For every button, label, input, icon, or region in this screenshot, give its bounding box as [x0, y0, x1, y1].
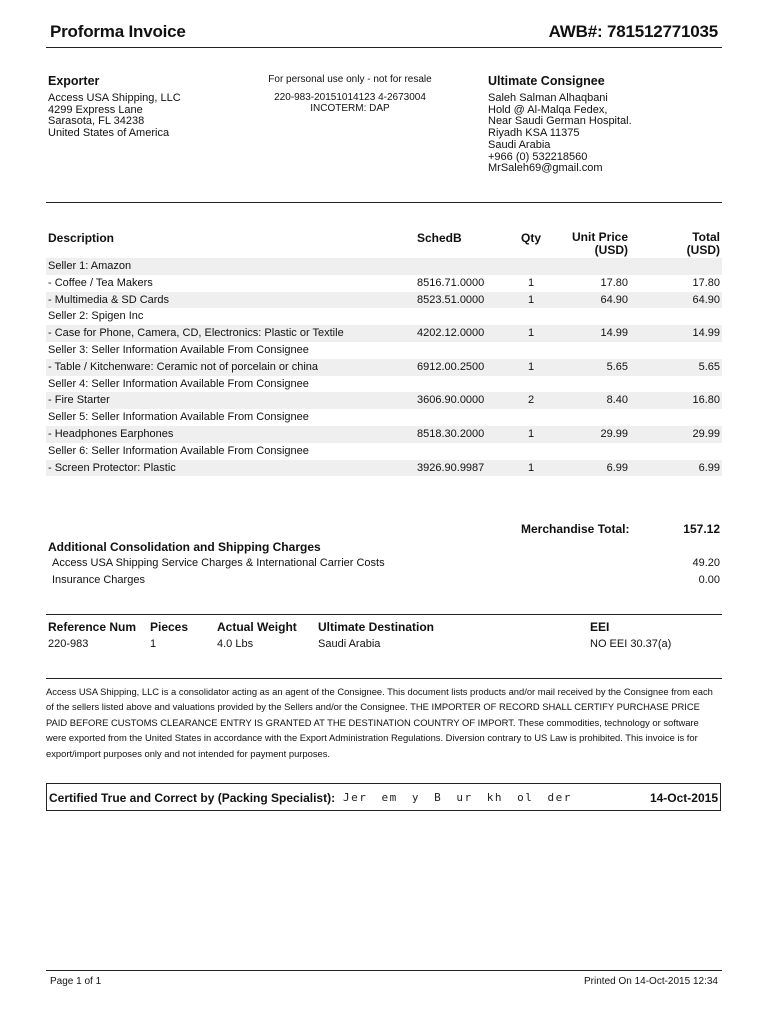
col-total-currency: (USD): [686, 243, 720, 257]
row-total: 5.65: [698, 360, 720, 373]
page-title: Proforma Invoice: [50, 22, 186, 41]
row-description: Seller 3: Seller Information Available From Consignee: [48, 343, 309, 356]
row-unit-price: 8.40: [606, 394, 628, 407]
shipping-charges-row: [52, 557, 720, 569]
personal-use-note: For personal use only - not for resale: [268, 74, 432, 85]
consignee-line: Saudi Arabia: [488, 138, 551, 151]
table-row: [46, 325, 722, 342]
row-description: - Screen Protector: Plastic: [48, 461, 176, 474]
table-row: [46, 409, 722, 426]
row-description: Seller 5: Seller Information Available From Consignee: [48, 411, 309, 424]
shipping-charges-value: 49.20: [692, 557, 720, 569]
ref-num-header: Reference Num: [48, 620, 137, 634]
consignee-heading: Ultimate Consignee: [488, 74, 605, 88]
disclaimer-text: Access USA Shipping, LLC is a consolidator acting as an agent of the Consignee. This document lists products and/or mail received by the Consignee from each of the sellers listed above and valuations provided by the Sellers and/or the Consignee. THE IMPORTER OF RECORD SHALL CERTIFY PURCHASE PRICE PAID BEFORE CUSTOMS CLEARANCE ENTRY IS GRANTED AT THE DESTINATION COUNTRY OF IMPORT. These commodities, technology or software were exported from the United States in accordance with the Export Administration Regulations. Diversion contrary to US Law is prohibited. This invoice is for export/import purposes only and not intended for payment purposes.: [46, 686, 713, 759]
exporter-line: United States of America: [48, 127, 170, 140]
table-row: [46, 308, 722, 325]
col-schedb: SchedB: [417, 231, 462, 245]
col-description: Description: [48, 231, 115, 245]
row-description: Seller 1: Amazon: [48, 260, 132, 272]
incoterm: INCOTERM: DAP: [310, 103, 390, 114]
col-unit-price: [572, 231, 628, 257]
items-table-body: [46, 258, 722, 476]
row-schedb: 6912.00.2500: [417, 360, 485, 373]
row-schedb: 8516.71.0000: [417, 276, 485, 289]
table-row: [46, 460, 722, 477]
table-row: [46, 292, 722, 309]
row-description: - Fire Starter: [48, 394, 110, 407]
row-description: Seller 6: Seller Information Available From Consignee: [48, 444, 309, 457]
row-description: Seller 2: Spigen Inc: [48, 310, 144, 323]
row-description: - Case for Phone, Camera, CD, Electronics: Plastic or Textile: [48, 327, 344, 340]
consignee-block: [488, 74, 632, 175]
address-divider: [46, 202, 722, 203]
row-schedb: 3606.90.0000: [417, 394, 485, 407]
printed-timestamp: Printed On 14-Oct-2015 12:34: [584, 976, 718, 987]
table-row: [46, 392, 722, 409]
row-qty: 1: [527, 327, 535, 340]
charges-divider: [46, 614, 722, 615]
col-unit-price-label: Unit Price: [571, 230, 628, 244]
row-qty: 1: [527, 360, 535, 373]
row-total: 29.99: [692, 427, 720, 440]
col-total: [687, 231, 720, 257]
awb-number: AWB#: 781512771035: [548, 22, 718, 41]
row-unit-price: 64.90: [600, 293, 628, 306]
row-unit-price: 29.99: [600, 427, 628, 440]
exporter-heading: Exporter: [48, 74, 100, 88]
center-info: [230, 74, 470, 114]
row-qty: 1: [527, 427, 535, 440]
insurance-charges-row: [52, 574, 720, 586]
col-unit-price-currency: (USD): [594, 243, 628, 257]
row-qty: 2: [527, 394, 535, 407]
insurance-charges-label: Insurance Charges: [52, 574, 145, 586]
ref-num-value: 220-983: [48, 638, 89, 650]
row-qty: 1: [527, 276, 535, 289]
consignee-line: MrSaleh69@gmail.com: [488, 162, 603, 175]
exporter-line: 4299 Express Lane: [48, 103, 143, 116]
consignee-line: Saleh Salman Alhaqbani: [488, 92, 608, 104]
table-row: [46, 258, 722, 275]
row-unit-price: 6.99: [606, 461, 628, 474]
row-schedb: 8523.51.0000: [417, 293, 485, 306]
certification-date: 14-Oct-2015: [649, 791, 718, 805]
row-description: - Table / Kitchenware: Ceramic not of porcelain or china: [48, 360, 319, 373]
destination-header: Ultimate Destination: [318, 620, 435, 634]
row-unit-price: 14.99: [600, 327, 628, 340]
exporter-line: Sarasota, FL 34238: [48, 115, 145, 128]
row-description: - Headphones Earphones: [48, 427, 174, 440]
row-schedb: 8518.30.2000: [417, 427, 485, 440]
weight-value: 4.0 Lbs: [217, 638, 254, 650]
row-description: Seller 4: Seller Information Available From Consignee: [48, 377, 309, 390]
eei-header: EEI: [590, 620, 610, 634]
row-description: - Coffee / Tea Makers: [48, 276, 153, 289]
reference-divider: [46, 678, 722, 679]
row-total: 17.80: [692, 276, 720, 289]
pieces-value: 1: [150, 638, 157, 650]
row-unit-price: 5.65: [606, 360, 628, 373]
table-row: [46, 426, 722, 443]
table-row: [46, 376, 722, 393]
col-total-label: Total: [692, 230, 720, 244]
row-qty: 1: [527, 461, 535, 474]
additional-charges-heading: Additional Consolidation and Shipping Charges: [48, 540, 321, 554]
row-qty: 1: [527, 293, 535, 306]
table-row: [46, 342, 722, 359]
page-number: Page 1 of 1: [50, 976, 102, 987]
col-qty: Qty: [520, 231, 541, 245]
shipping-charges-label: Access USA Shipping Service Charges & International Carrier Costs: [52, 557, 385, 569]
consignee-line: Near Saudi German Hospital.: [488, 115, 632, 128]
row-schedb: 4202.12.0000: [417, 327, 485, 340]
row-schedb: 3926.90.9987: [417, 461, 485, 474]
items-table-header: [46, 230, 722, 258]
eei-value: NO EEI 30.37(a): [590, 638, 672, 650]
consignee-line: Hold @ Al-Malqa Fedex,: [488, 103, 608, 116]
row-total: 64.90: [692, 293, 720, 306]
certification-label: Certified True and Correct by (Packing Specialist):: [49, 791, 336, 805]
row-total: 14.99: [692, 327, 720, 340]
header-divider: [46, 47, 722, 48]
footer-divider: [46, 970, 722, 971]
row-total: 16.80: [692, 394, 720, 407]
certification-box: [46, 783, 721, 811]
table-row: [46, 275, 722, 292]
exporter-line: Access USA Shipping, LLC: [48, 92, 181, 104]
row-description: - Multimedia & SD Cards: [48, 293, 170, 306]
shipment-reference: 220-983-20151014123 4-2673004: [274, 92, 426, 103]
table-row: [46, 443, 722, 460]
row-total: 6.99: [698, 461, 720, 474]
merchandise-total-label: Merchandise Total:: [521, 522, 630, 536]
merchandise-total-value: 157.12: [683, 522, 720, 536]
consignee-line: Riyadh KSA 11375: [488, 127, 580, 140]
consignee-line: +966 (0) 532218560: [488, 150, 588, 163]
table-row: [46, 359, 722, 376]
insurance-charges-value: 0.00: [698, 574, 720, 586]
exporter-block: [48, 74, 181, 140]
row-unit-price: 17.80: [600, 276, 628, 289]
weight-header: Actual Weight: [217, 620, 297, 634]
pieces-header: Pieces: [150, 620, 189, 634]
packing-specialist-signature: Jer em y B ur kh ol der: [343, 791, 572, 804]
destination-value: Saudi Arabia: [318, 638, 381, 650]
